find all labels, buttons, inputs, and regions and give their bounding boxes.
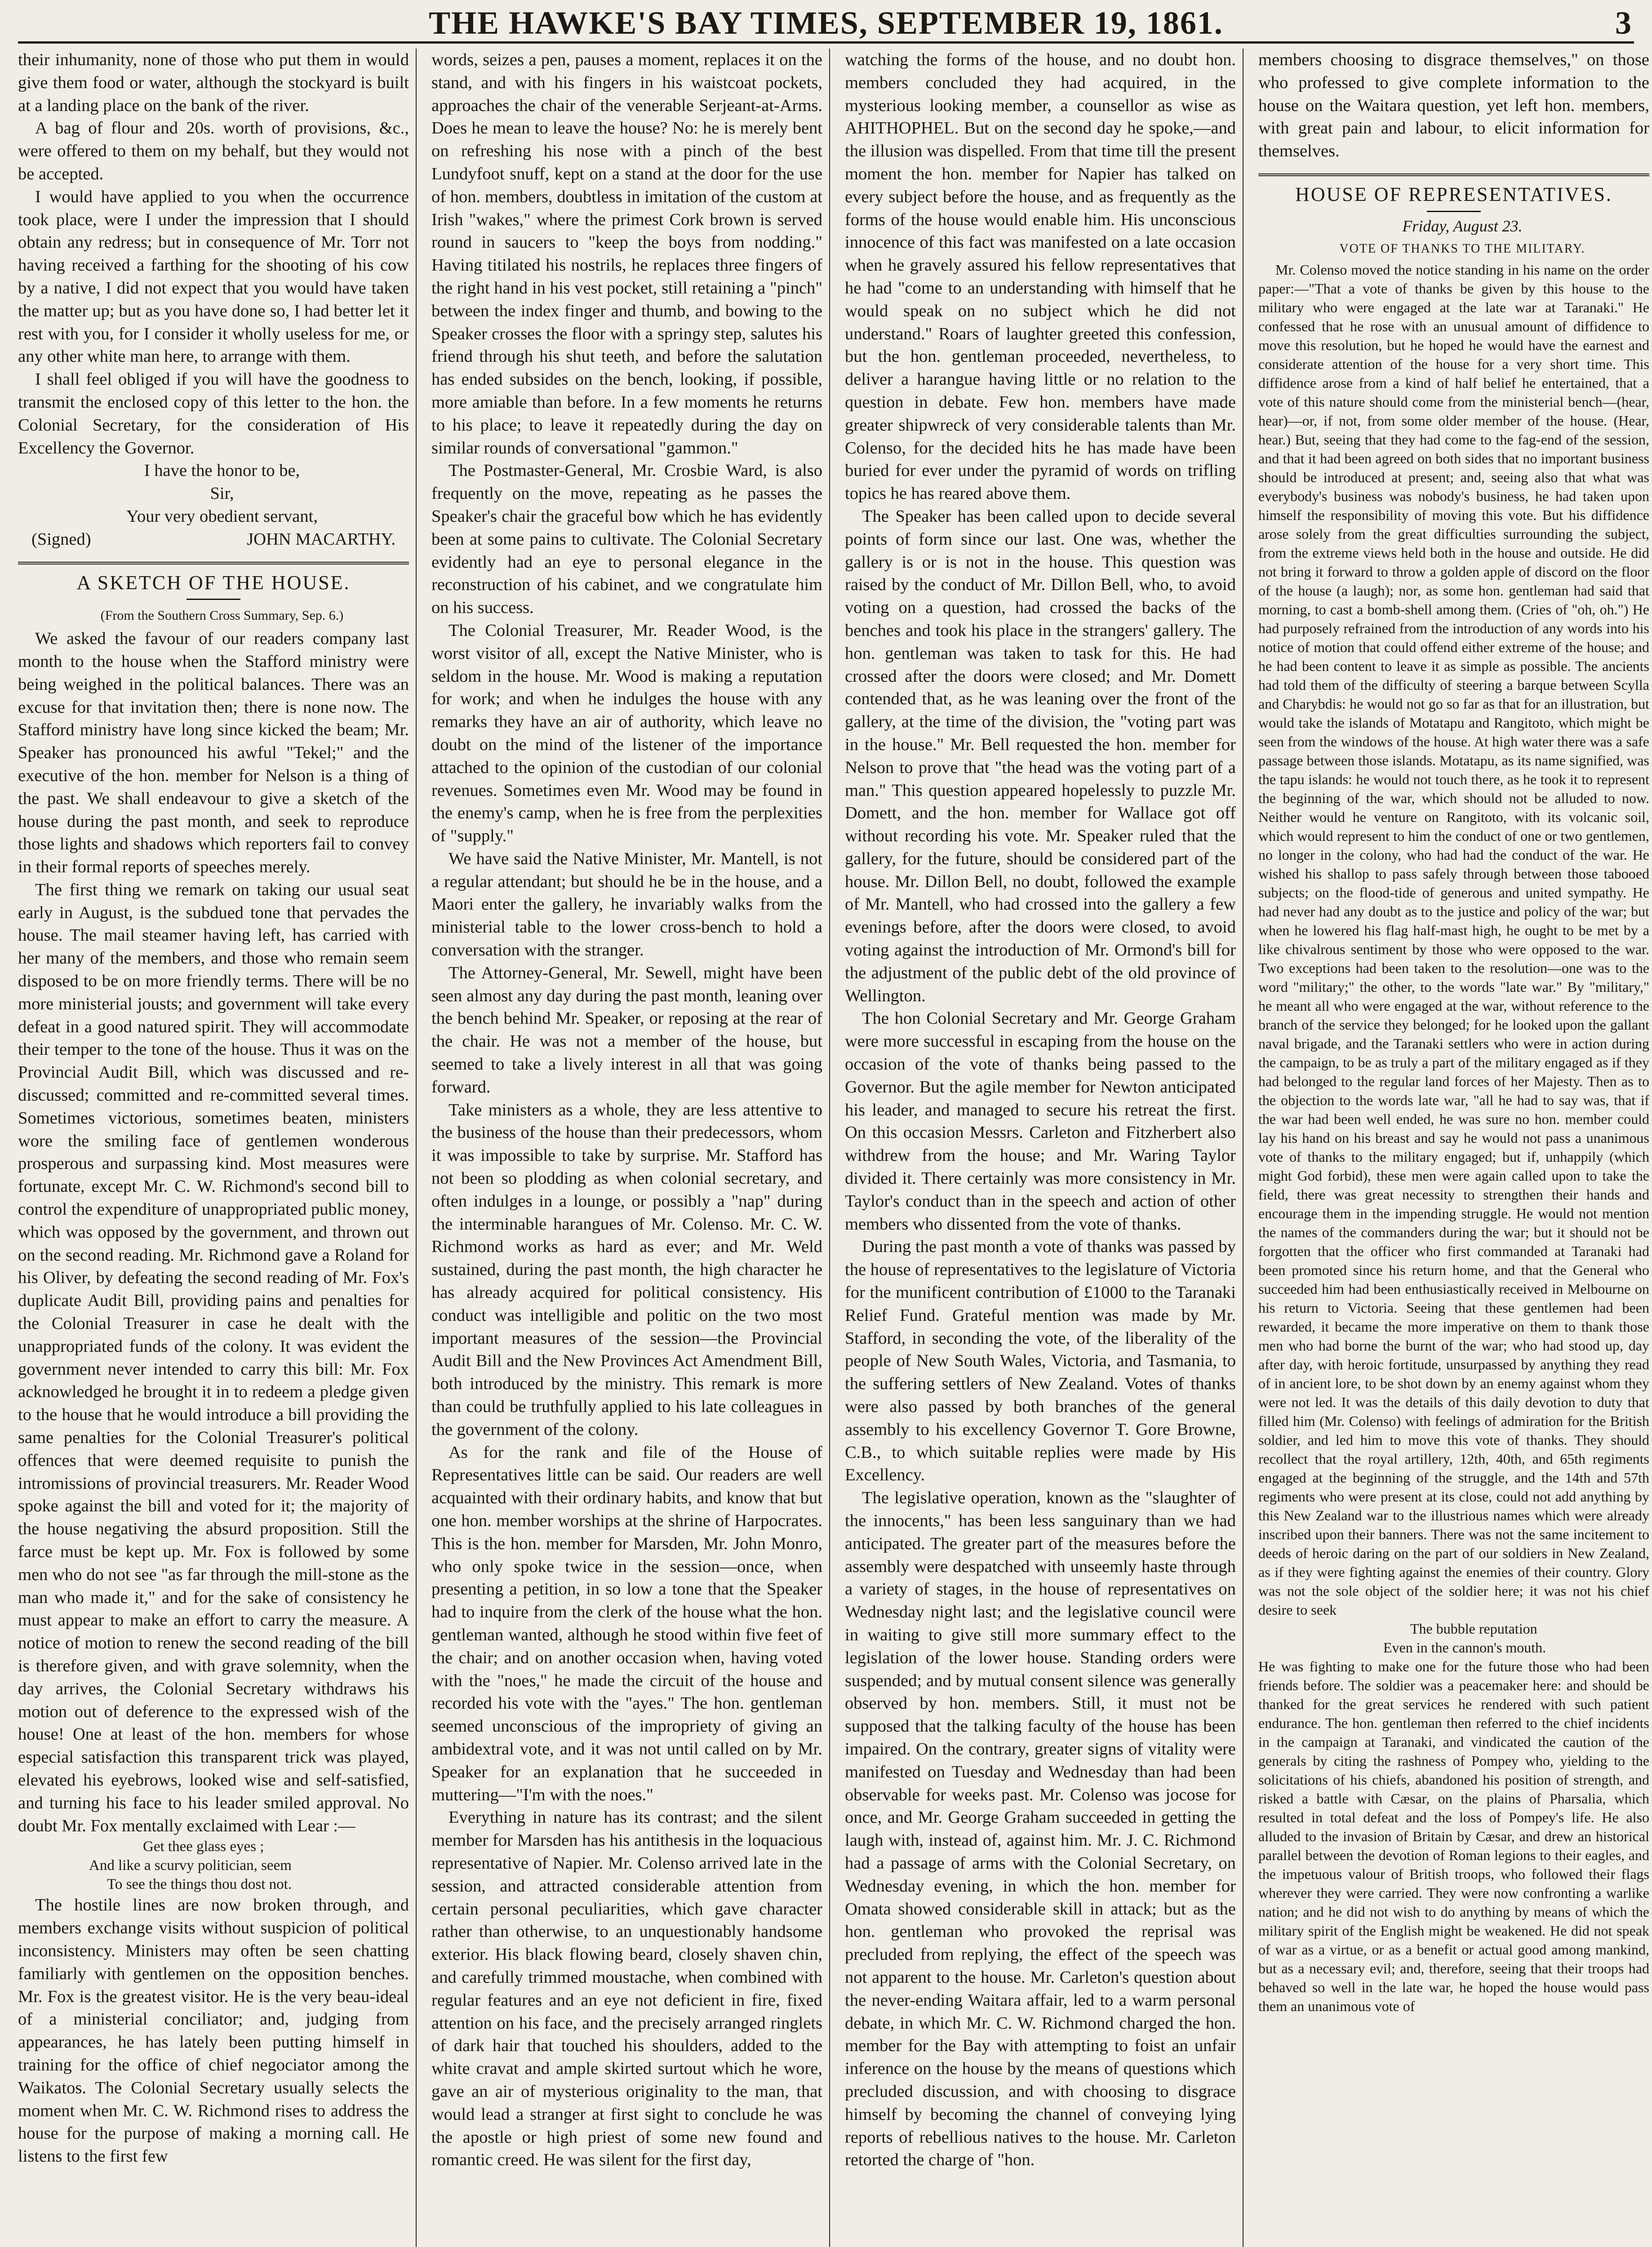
article-paragraph: During the past month a vote of thanks was passed by the house of representatives to the legislature of Victoria for the munificent contribution of £1000 to the Taranaki Relief Fund. Grateful mention was made by Mr. Stafford, in seconding the vote, of the liberality of the people of New South Wales, Victoria, and Tasmania, to the suffering settlers of New Zealand. Votes of thanks were also passed by both branches of the general assembly to his excellency Governor T. Gore Browne, C.B., to which suitable replies were made by His Excellency. [845,1237,1236,1485]
section-divider [18,562,409,564]
report-paragraph: Mr. Colenso moved the notice standing in his name on the order paper:—"That a vote of thanks be given by this house to the military who were engaged at the late war at Taranaki." He confessed that he rose with an unusual amount of diffidence to move this resolution, but he hoped he would have the earnest and considerate attention of the house for a very short time. This diffidence arose from a kind of half belief he entertained, that a vote of this nature should come from the ministerial bench—(hear, hear)—or, if not, from some older member of the house. (Hear, hear.) But, seeing that they had come to the fag-end of the session, and that it had been agreed on both sides that no important business should be introduced at present; and, seeing also that what was everybody's business was nobody's business, he had taken upon himself the responsibility of moving this vote. But his diffidence arose solely from the great difficulties surrounding the subject, from the extreme views held both in the house and outside. He did not bring it forward to throw a golden apple of discord on the floor of the house (a laugh); nor, as some hon. gentleman had said that morning, to cast a bomb-shell among them. (Cries of "oh, oh.") He had purposely refrained from the introduction of any words into his notice of motion that could offend either extreme of the house; and he had been content to leave it as simple as possible. The ancients had told them of the difficulty of steering a barque between Scylla and Charybdis: he would not go so far as that for an illustration, but would take the islands of Motatapu and Rangitoto, which might be seen from the windows of the house. At high water there was a safe passage between those islands. Motatapu, as its name signified, was the tapu islands: he would not touch there, as he took it to represent the beginning of the war, which should not be alluded to now. Neither would he venture on Rangitoto, with its volcanic soil, which would represent to him the conduct of one or two gentlemen, no longer in the colony, who had had the conduct of the war. He wished his shallop to pass safely through between those tabooed subjects; on the flood-tide of generous and united sympathy. He had never had any doubt as to the justice and policy of the war; but when he lowered his flag half-mast high, he ought to be met by a like chivalrous sentiment by those who were opposed to the war. Two exceptions had been taken to the resolution—one was to the word "military;" the other, to the words "late war." By "military," he meant all who were engaged at the war, without reference to the branch of the service they belonged; for he looked upon the gallant naval brigade, and the Taranaki settlers who were in action during the campaign, to be as truly a part of the military engaged as if they had belonged to the regular land forces of her Majesty. Then as to the objection to the words late war, "all he had to say was, that if the war had been well ended, he was sure no hon. member could lay his hand on his breast and say he would not pass a unanimous vote of thanks to the military engaged; but if, unhappily (which might God forbid), these men were again called upon to take the field, there was great necessity to strengthen their hands and encourage them in the impending struggle. He would not mention the names of the commanders during the war; but it should not be forgotten that the officer who first commanded at Taranaki had been promoted since his return home, and that the General who succeeded him had been enthusiastically received in Melbourne on his return to Victoria. Seeing that these gentlemen had been rewarded, it became the more imperative on them to thank those men who had borne the burnt of the war; who had stood up, day after day, with heroic fortitude, unsurpassed by anything they read of in ancient lore, to be shot down by an enemy against whom they were not led. It was the details of this daily devotion to duty that filled him (Mr. Colenso) with feelings of admiration for the British soldier, and led him to move this vote of thanks. They should recollect that the royal artillery, 12th, 40th, and 65th regiments engaged at the beginning of the struggle, and the 14th and 57th regiments who were present at its close, could not add anything by this New Zealand war to the illustrious names which were already inscribed upon their banners. There was not the same incitement to deeds of heroic daring on the part of our soldiers in New Zealand, as if they were fighting against the enemies of their country. Glory was not the sole object of the soldier here; it was not his chief desire to seek [1258,262,1649,1618]
article-paragraph: words, seizes a pen, pauses a moment, replaces it on the stand, and with his fingers in his waistcoat pockets, approaches the chair of the venerable Serjeant-at-Arms. Does he mean to leave the house? No: he is merely bent on refreshing his nose with a pinch of the best Lundyfoot snuff, kept on a stand at the door for the use of hon. members, doubtless in imitation of the custom at Irish "wakes," where the primest Cork brown is served round in saucers to "keep the boys from nodding." Having titilated his nostrils, he replaces three fingers of the right hand in his vest pocket, still retaining a "pinch" between the index finger and thumb, and bowing to the Speaker crosses the floor with a springy step, salutes his friend through his shut teeth, and before the salutation has ended subsides on the bench, looking, if possible, more amiable than before. In a few moments he returns to his place; to leave it repeatedly during the day on similar rounds of conversational "gammon." [431,50,822,457]
letter-paragraph: I would have applied to you when the occurrence took place, were I under the impression that I should obtain any redress; but in consequence of Mr. Torr not having received a farthing for the shooting of his cow by a native, I did not expect that you would have taken the matter up; but as you have done so, I had better let it rest with you, for I consider it wholly useless for me, or any other white man here, to arrange with them. [18,187,409,366]
column-rule [416,49,417,2247]
verse-line: Even in the cannon's mouth. [1383,1639,1546,1656]
article-paragraph: The hon Colonial Secretary and Mr. George Graham were more successful in escaping from the house on the occasion of the vote of thanks being passed to the Governor. But the agile member for Newton anticipated his leader, and managed to secure his retreat the first. On this occasion Messrs. Carleton and Fitzherbert also withdrew from the house; and Mr. Waring Taylor divided it. There certainly was more consistency in Mr. Taylor's conduct than in the speech and action of other members who dissented from the vote of thanks. [845,1009,1236,1234]
letter-closing: Your very obedient servant, [126,506,318,526]
article-paragraph: As for the rank and file of the House of Representatives little can be said. Our readers are well acquainted with their ordinary habits, and know that but one hon. member worships at the shrine of Harpocrates. This is the hon. member for Marsden, Mr. John Monro, who only spoke twice in the session—once, when presenting a petition, in so low a tone that the Speaker had to inquire from the clerk of the house what the hon. gentleman wanted, although he stood within five feet of the chair; and on another occasion when, having voted with the "noes," he made the circuit of the house and recorded his vote with the "ayes." The hon. gentleman seemed unconscious of the impropriety of giving an ambidextral vote, and it was not until called on by Mr. Speaker for an explanation that he succeeded in muttering—"I'm with the noes." [431,1443,822,1804]
section-divider [1258,173,1649,176]
article-paragraph: We have said the Native Minister, Mr. Mantell, is not a regular attendant; but should he be in the house, and a Maori enter the gallery, he invariably walks from the ministerial table to the lower cross-bench to hold a conversation with the stranger. [431,849,822,960]
letter-paragraph: A bag of flour and 20s. worth of provisions, &c., were offered to them on my behalf, but they would not be accepted. [18,119,409,183]
column-4 [1258,49,1649,2247]
letter-signature [18,528,409,551]
newspaper-title: THE HAWKE'S BAY TIMES, SEPTEMBER 19, 1861. [429,5,1223,41]
article-paragraph: The Colonial Treasurer, Mr. Reader Wood, is the worst visitor of all, except the Native Minister, who is seldom in the house. Mr. Wood is making a reputation for work; and when he indulges the house with any remarks they have an air of authority, which leave no doubt on the mind of the listener of the importance attached to the opinion of the custodian of our colonial revenues. Sometimes even Mr. Wood may be found in the enemy's camp, when he is free from the perplexities of "supply." [431,621,822,846]
article-paragraph: watching the forms of the house, and no doubt hon. members concluded they had acquired, in the mysterious looking member, a counsellor as wise as AHITHOPHEL. But on the second day he spoke,—and the illusion was dispelled. From that time till the present moment the hon. member for Napier has talked on every subject before the house, and as frequently as the forms of the house would enable him. His unconscious innocence of this fact was manifested on a late occasion when he gravely assured his fellow representatives that he had "come to an understanding with himself that he would speak on no subject which he did not understand." Roars of laughter greeted this confession, but the hon. gentleman proceeded, nevertheless, to deliver a harangue having little or no relation to the question in debate. Few hon. members have made greater shipwreck of very considerable talents than Mr. Colenso, for the decided hits he has made have been buried for ever under the pyramid of words on trifling topics he has reared above them. [845,50,1236,503]
sitting-date: Friday, August 23. [1402,217,1523,235]
article-paragraph: The Attorney-General, Mr. Sewell, might have been seen almost any day during the past month, leaning over the bench behind Mr. Speaker, or reposing at the rear of the chair. He was not a member of the house, but seemed to take a lively interest in all that was going forward. [431,963,822,1097]
column-3 [845,49,1236,2247]
title-rule [187,599,240,600]
section-title: HOUSE OF REPRESENTATIVES. [1295,183,1612,205]
letter-closing: Sir, [210,484,234,503]
verse-line: Get thee glass eyes ; [143,1838,264,1855]
signer-name: JOHN MACARTHY. [247,529,395,549]
column-1 [18,49,409,2247]
masthead [18,3,1634,44]
verse-line: The bubble reputation [1410,1621,1537,1637]
title-rule [1427,211,1481,212]
article-paragraph: The Speaker has been called upon to decide several points of form since our last. One was, whether the gallery is or is not in the house. This question was raised by the conduct of Mr. Dillon Bell, who, to avoid voting on a question, had crossed the backs of the benches and took his place in the strangers' gallery. The hon. gentleman was taken to task for this. He had crossed after the doors were closed; and Mr. Domett contended that, as he was leaning over the front of the gallery, at the time of the division, the "voting part was in the house." Mr. Bell requested the hon. member for Nelson to prove that "the head was the voting part of a man." This question appeared hopelessly to puzzle Mr. Domett, and the hon. member for Wallace got off without recording his vote. Mr. Speaker ruled that the gallery, for the future, should be considered part of the house. Mr. Dillon Bell, no doubt, followed the example of Mr. Mantell, who had crossed into the gallery a few evenings before, after the doors were closed, to avoid voting against the introduction of Mr. Ormond's bill for the adjustment of the public debt of the old province of Wellington. [845,506,1236,1005]
article-paragraph: The legislative operation, known as the "slaughter of the innocents," has been less sanguinary than we had anticipated. The greater part of the measures before the assembly were despatched with unseemly haste through a variety of stages, in the house of representatives on Wednesday night last; and the legislative council were in waiting to give still more summary effect to the legislation of the lower house. Standing orders were suspended; and by mutual consent silence was generally observed by hon. members. Still, it must not be supposed that the talking faculty of the house has been impaired. On the contrary, greater signs of vitality were manifested on Tuesday and Wednesday than had been observable for weeks past. Mr. Colenso was jocose for once, and Mr. George Graham succeeded in getting the laugh with, instead of, against him. Mr. J. C. Richmond had a passage of arms with the Colonial Secretary, on Wednesday evening, in which the hon. member for Omata showed considerable skill in attack; but as the hon. gentleman who provoked the reprisal was precluded from replying, the effect of the speech was not apparent to the house. Mr. Carleton's question about the never-ending Waitara affair, led to a warm personal debate, in which Mr. C. W. Richmond charged the hon. member for the Bay with attempting to foist an unfair inference on the house by the means of questions which precluded discussion, and with choosing to disgrace himself by becoming the channel of conveying lying reports of rebellious natives to the house. Mr. Carleton retorted the charge of "hon. [845,1488,1236,2170]
article-paragraph: The hostile lines are now broken through, and members exchange visits without suspicion of political inconsistency. Ministers may often be seen chatting familiarly with gentlemen on the opposition benches. Mr. Fox is the greatest visitor. He is the very beau-ideal of a ministerial conciliator; and, judging from appearances, he has lately been putting himself in training for the office of chief negociator among the Waikatos. The Colonial Secretary usually selects the moment when Mr. C. W. Richmond rises to address the house for the purpose of making a morning call. He listens to the first few [18,1896,409,2166]
verse-line: To see the things thou dost not. [107,1876,292,1893]
article-paragraph: members choosing to disgrace themselves," on those who professed to give complete information to the house on the Waitara question, yet left hon. members, with great pain and labour, to elicit information for themselves. [1258,50,1649,161]
letter-closing: I have the honor to be, [144,461,300,480]
verse-line: And like a scurvy politician, seem [89,1857,292,1874]
article-paragraph: We asked the favour of our readers company last month to the house when the Stafford ministry were being weighed in the political balances. There was an excuse for that invitation then; there is none now. The Stafford ministry have long since kicked the beam; Mr. Speaker has pronounced his awful "Tekel;" and the executive of the hon. member for Nelson is a thing of the past. We shall endeavour to give a sketch of the house during the past month, and seek to reproduce those lights and shadows which reporters fail to convey in their formal reports of speeches merely. [18,629,409,877]
letter-paragraph: their inhumanity, none of those who put them in would give them food or water, although the stockyard is built at a landing place on the bank of the river. [18,50,409,115]
article-source: (From the Southern Cross Summary, Sep. 6.) [100,608,344,623]
page-number: 3 [1615,5,1631,41]
column-rule [829,49,830,2247]
report-paragraph: He was fighting to make one for the future those who had been friends before. The soldier was a peacemaker here: and should be thanked for the great services he rendered with such patient endurance. The hon. gentleman then referred to the chief incidents in the campaign at Taranaki, and vindicated the caution of the generals by citing the rashness of Pompey who, yielding to the solicitations of his chiefs, abandoned his position of strength, and risked a battle with Cæsar, on the plains of Pharsalia, which resulted in total defeat and the loss of Pompey's life. He also alluded to the invasion of Britain by Cæsar, and drew an historical parallel between the devotion of Roman legions to their eagles, and the impetuous valour of British troops, who followed their flags wherever they were carried. They were now confronting a warlike nation; and he did not wish to do anything by means of which the military spirit of the English might be weakened. He did not speak of war as a virtue, or as a benefit or actual good among mankind, but as a necessary evil; and, therefore, seeing that their troops had behaved so well in the late war, he hoped the house would pass them an unanimous vote of [1258,1658,1649,2015]
article-paragraph: Take ministers as a whole, they are less attentive to the business of the house than their predecessors, whom it was impossible to take by surprise. Mr. Stafford has not been so plodding as when colonial secretary, and often indulges in a lounge, or possibly a "nap" during the interminable harangues of Mr. Colenso. Mr. C. W. Richmond works as hard as ever; and Mr. Weld sustained, during the past month, the high character he has already acquired for political consistency. His conduct was intelligible and politic on the two most important measures of the session—the Provincial Audit Bill and the New Provinces Act Amendment Bill, both introduced by the ministry. This remark is more than could be truthfully applied to his late colleagues in the government of the colony. [431,1100,822,1439]
signed-label: (Signed) [31,529,91,549]
article-paragraph: The first thing we remark on taking our usual seat early in August, is the subdued tone that pervades the house. The mail steamer having left, has carried with her many of the members, and those who remain seem disposed to be on more friendly terms. There will be no more ministerial jousts; and government will take every defeat in a good natured spirit. They will accommodate their temper to the tone of the house. Thus it was on the Provincial Audit Bill, which was discussed and re-discussed; committed and re-committed several times. Sometimes victorious, sometimes beaten, ministers wore the smiling face of gentlemen wonderous prosperous and surpassing kind. Most measures were fortunate, except Mr. C. W. Richmond's second bill to control the expenditure of unappropriated public money, which was opposed by the government, and thrown out on the second reading. Mr. Richmond gave a Roland for his Oliver, by defeating the second reading of Mr. Fox's duplicate Audit Bill, providing pains and penalties for the Colonial Treasurer in case he dealt with the unappropriated funds of the colony. It was evident the government never intended to carry this bill: Mr. Fox acknowledged he brought it in to redeem a pledge given to the house that he would introduce a bill providing the same penalties for the Colonial Treasurer's political offences that were deemed requisite to punish the intromissions of provincial treasurers. Mr. Reader Wood spoke against the bill and voted for it; the majority of the house negativing the absurd proposition. Still the farce must be kept up. Mr. Fox is followed by some men who do not see "as far through the mill-stone as the man who made it," and for the sake of consistency he must appear to make an effort to carry the measure. A notice of motion to renew the second reading of the bill is therefore given, and with grave solemnity, when the day arrives, the Colonial Secretary withdraws his motion out of deference to the expressed wish of the house! One at least of the hon. members for whose especial satisfaction this transparent trick was played, elevated his eyebrows, looked wise and self-satisfied, and turning his face to his leader smiled approval. No doubt Mr. Fox mentally exclaimed with Lear :— [18,880,409,1835]
letter-paragraph: I shall feel obliged if you will have the goodness to transmit the enclosed copy of this letter to the hon. the Colonial Secretary, for the consideration of His Excellency the Governor. [18,370,409,457]
article-paragraph: Everything in nature has its contrast; and the silent member for Marsden has his antithesis in the loquacious representative of Napier. Mr. Colenso arrived late in the session, and attracted considerable attention from certain personal peculiarities, which gave character rather than otherwise, to an unquestionably handsome exterior. His black flowing beard, closely shaven chin, and carefully trimmed moustache, when combined with regular features and an eye not deficient in fire, fixed attention on his face, and the precisely arranged ringlets of dark hair that touched his shoulders, added to the white cravat and ample skirted surtout which he wore, gave an air of mysterious originality to the man, that would lead a stranger at first sight to conclude he was the apostle or high priest of some new found and romantic creed. He was silent for the first day, [431,1808,822,2170]
article-title: A SKETCH OF THE HOUSE. [76,571,351,594]
subheading: VOTE OF THANKS TO THE MILITARY. [1339,241,1585,256]
column-2 [431,49,822,2247]
article-paragraph: The Postmaster-General, Mr. Crosbie Ward, is also frequently on the move, repeating as he passes the Speaker's chair the graceful bow which he has evidently been at some pains to cultivate. The Colonial Secretary evidently had an eye to personal elegance in the reconstruction of his cabinet, and we congratulate him on his success. [431,461,822,617]
